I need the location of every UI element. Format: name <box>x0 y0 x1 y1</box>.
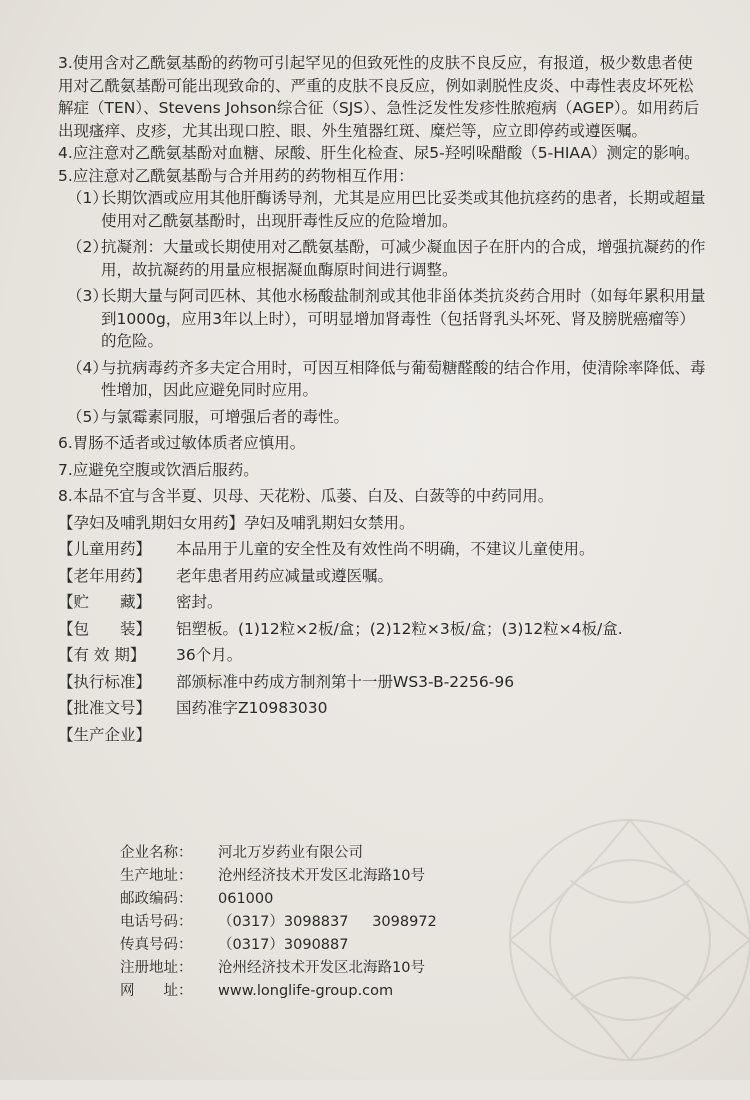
company-website-row <box>120 980 520 1003</box>
company-info <box>120 842 520 1003</box>
manufacturer-section <box>58 724 708 747</box>
company-postcode: 061000 <box>218 891 274 907</box>
section-label: 【贮 藏】 <box>58 593 152 611</box>
section-value: 孕妇及哺乳期妇女禁用。 <box>244 513 415 532</box>
section-label: 【包 装】 <box>58 619 152 638</box>
section-label: 【孕妇及哺乳期妇女用药】 <box>58 513 245 532</box>
interaction-number: （5） <box>67 407 108 426</box>
company-key: 电话号码： <box>120 914 193 930</box>
section-value: 本品用于儿童的安全性及有效性尚不明确，不建议儿童使用。 <box>176 540 595 558</box>
interaction-number: （3） <box>67 287 108 305</box>
interaction-number: （1） <box>67 189 108 207</box>
section-label: 【批准文号】 <box>58 699 152 717</box>
company-key: 生产地址： <box>120 868 193 884</box>
section-value: 36个月。 <box>176 646 243 664</box>
section-value: 密封。 <box>176 593 223 611</box>
company-address: 沧州经济技术开发区北海路10号 <box>218 868 425 884</box>
section-value: 铝塑板。(1)12粒×2板/盒；(2)12粒×3板/盒；(3)12粒×4板/盒. <box>176 619 623 638</box>
company-phone-row <box>120 911 520 934</box>
company-reg-address-row <box>120 957 520 980</box>
pregnancy-section <box>58 512 708 535</box>
interaction-5 <box>58 406 708 429</box>
precaution-5: 5.应注意对乙酰氨基酚与合并用药的药物相互作用： <box>58 166 414 185</box>
interaction-text: 长期大量与阿司匹林、其他水杨酸盐制剂或其他非甾体类抗炎药合用时（如每年累积用量到1000g，应用3年以上时），可明显增加肾毒性（包括肾乳头坏死、肾及膀胱癌瘤等）的危险。 <box>101 287 706 350</box>
package-section <box>58 618 708 641</box>
children-section <box>58 538 708 561</box>
precaution-6: 6.胃肠不适者或过敏体质者应慎用。 <box>58 434 306 452</box>
interaction-number: （4） <box>67 358 108 377</box>
section-value: 老年患者用药应减量或遵医嘱。 <box>176 566 394 585</box>
interaction-1 <box>58 187 708 232</box>
precaution-8: 8.本品不宜与含半夏、贝母、天花粉、瓜蒌、白及、白蔹等的中药同用。 <box>58 487 554 505</box>
approval-section <box>58 697 708 720</box>
interaction-number: （2） <box>67 238 108 256</box>
section-value: 国药准字Z10983030 <box>176 699 328 717</box>
company-key: 传真号码： <box>120 937 193 953</box>
precaution-7: 7.应避免空腹或饮酒后服药。 <box>58 460 259 479</box>
standard-section <box>58 671 708 694</box>
elderly-section <box>58 565 708 588</box>
company-key: 注册地址： <box>120 960 193 976</box>
company-key: 网 址： <box>120 983 193 999</box>
company-name: 河北万岁药业有限公司 <box>218 845 363 861</box>
company-postcode-row <box>120 888 520 911</box>
interaction-4 <box>58 357 708 402</box>
section-value: 部颁标准中药成方制剂第十一册WS3-B-2256-96 <box>176 672 515 691</box>
company-phone: （0317）3098837 3098972 <box>218 914 437 930</box>
interaction-text: 与抗病毒药齐多夫定合用时，可因互相降低与葡萄糖醛酸的结合作用，使清除率降低、毒性增加，因此应避免同时应用。 <box>101 358 706 399</box>
interaction-2 <box>58 236 708 281</box>
section-label: 【有 效 期】 <box>58 646 146 664</box>
company-fax-row <box>120 934 520 957</box>
interaction-text: 抗凝剂：大量或长期使用对乙酰氨基酚，可减少凝血因子在肝内的合成，增强抗凝药的作用，故抗凝药的用量应根据凝血酶原时间进行调整。 <box>101 238 706 279</box>
company-website: www.longlife-group.com <box>218 983 394 999</box>
company-fax: （0317）3090887 <box>218 937 349 953</box>
section-label: 【执行标准】 <box>58 672 152 691</box>
company-key: 企业名称： <box>120 845 193 861</box>
interaction-3 <box>58 285 708 353</box>
interaction-text: 长期饮酒或应用其他肝酶诱导剂，尤其是应用巴比妥类或其他抗痉药的患者，长期或超量使用对乙酰氨基酚时，出现肝毒性反应的危险增加。 <box>101 189 706 230</box>
company-name-row <box>120 842 520 865</box>
company-address-row <box>120 865 520 888</box>
company-reg-address: 沧州经济技术开发区北海路10号 <box>218 960 425 976</box>
company-key: 邮政编码： <box>120 891 193 907</box>
section-label: 【儿童用药】 <box>58 540 152 558</box>
interaction-text: 与氯霉素同服，可增强后者的毒性。 <box>101 407 350 426</box>
precaution-3: 3.使用含对乙酰氨基酚的药物可引起罕见的但致死性的皮肤不良反应，有报道，极少数患者使用对乙酰氨基酚可能出现致命的、严重的皮肤不良反应，例如剥脱性皮炎、中毒性表皮坏死松解症（TEN）、Stevens Johson综合征（SJS）、急性泛发性发疹性脓疱病（AGEP）。如用药后出现瘙痒、皮疹，尤其出现口腔、眼、外生殖器红斑、糜烂等，应立即停药或遵医嘱。 <box>58 54 700 140</box>
section-label: 【老年用药】 <box>58 566 152 585</box>
validity-section <box>58 644 708 667</box>
leaflet-body <box>58 52 708 746</box>
precaution-4: 4.应注意对乙酰氨基酚对血糖、尿酸、肝生化检查、尿5-羟吲哚醋酸（5-HIAA）测定的影响。 <box>58 144 700 162</box>
section-value <box>176 724 708 747</box>
storage-section <box>58 591 708 614</box>
section-label: 【生产企业】 <box>58 725 152 744</box>
